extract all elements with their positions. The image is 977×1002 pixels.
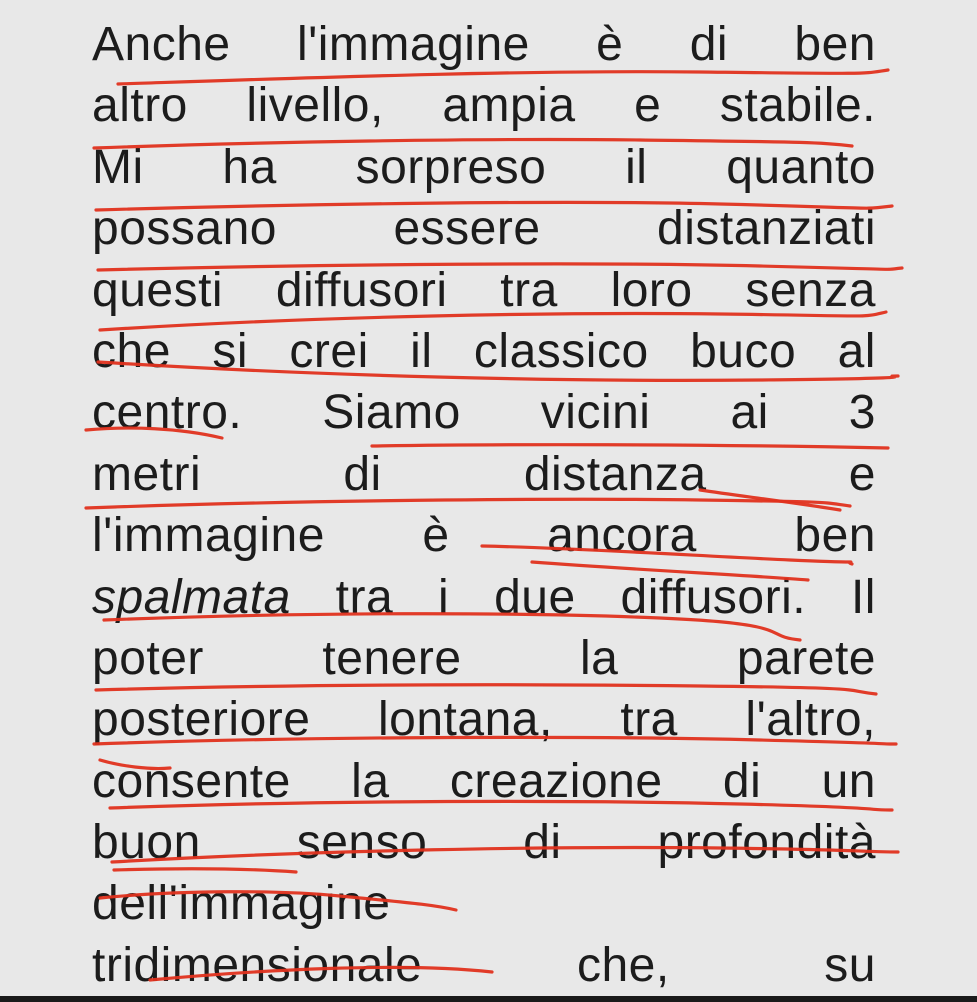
word: sorpreso <box>355 140 547 194</box>
word: stabile. <box>719 79 876 133</box>
text-line <box>92 137 876 198</box>
word: diffusori. <box>620 570 807 624</box>
word: due <box>494 570 576 624</box>
word: altro <box>92 79 188 133</box>
word: che <box>92 324 171 378</box>
word: Anche <box>92 18 231 71</box>
word: possano <box>92 202 277 256</box>
word: dell'immagine <box>92 877 391 931</box>
text-line <box>92 444 876 505</box>
text-line <box>92 198 876 259</box>
screen-bottom-edge <box>0 996 977 1002</box>
word: senso <box>296 816 428 870</box>
word: 3 <box>848 386 876 440</box>
word: livello, <box>246 79 384 133</box>
text-line <box>92 75 876 136</box>
word: crei <box>289 324 369 378</box>
text-line <box>92 689 876 750</box>
text-line <box>92 812 876 873</box>
word: e <box>848 447 876 501</box>
word: su <box>824 938 876 992</box>
article-text <box>92 14 876 996</box>
word: la <box>580 631 619 685</box>
word: tridimensionale <box>92 938 423 992</box>
word: al <box>837 324 876 378</box>
text-line <box>92 382 876 443</box>
word: posteriore <box>92 693 311 747</box>
text-line <box>92 935 876 996</box>
word: Mi <box>92 140 144 194</box>
word: distanziati <box>657 202 876 256</box>
word: parete <box>736 631 876 685</box>
word: ancora <box>547 509 697 563</box>
text-line <box>92 14 876 75</box>
word: spalmata <box>92 570 291 624</box>
text-line <box>92 505 876 566</box>
word: tra <box>620 693 678 747</box>
text-line <box>92 567 876 628</box>
word: tra <box>335 570 394 624</box>
word: tra <box>500 263 558 317</box>
text-line <box>92 628 876 689</box>
word: senza <box>745 263 876 317</box>
word: quanto <box>726 140 876 194</box>
word: di <box>343 447 382 501</box>
word: buco <box>690 324 797 378</box>
word: e <box>634 79 662 133</box>
word: lontana, <box>378 693 553 747</box>
word: un <box>821 754 876 808</box>
word: tenere <box>322 631 462 685</box>
word: si <box>212 324 248 378</box>
word: è <box>596 18 624 71</box>
word: è <box>422 509 450 563</box>
word: diffusori <box>275 263 448 317</box>
word: classico <box>473 324 649 378</box>
text-line <box>92 873 876 934</box>
word: creazione <box>449 754 663 808</box>
text-line <box>92 260 876 321</box>
word: di <box>689 18 729 71</box>
word: metri <box>92 447 202 501</box>
word: ha <box>222 140 277 194</box>
word: Il <box>850 570 876 624</box>
word: loro <box>610 263 693 317</box>
word: l'immagine <box>296 18 530 71</box>
text-line <box>92 321 876 382</box>
word: centro. <box>92 386 243 440</box>
word: ai <box>730 386 769 440</box>
word: di <box>722 754 762 808</box>
word: Siamo <box>322 386 461 440</box>
word: vicini <box>540 386 651 440</box>
word: ben <box>794 18 876 71</box>
word: i <box>438 570 450 624</box>
word: che, <box>576 938 670 992</box>
word: il <box>625 140 648 194</box>
text-line <box>92 751 876 812</box>
word: ben <box>794 509 876 563</box>
word: la <box>351 754 390 808</box>
word: profondità <box>657 816 876 870</box>
word: questi <box>92 263 224 317</box>
word: di <box>523 816 562 870</box>
word: il <box>410 324 433 378</box>
word: poter <box>92 631 204 685</box>
word: l'immagine <box>92 509 325 563</box>
word: ampia <box>442 79 576 133</box>
word: l'altro, <box>745 693 876 747</box>
word: buon <box>92 816 201 870</box>
word: consente <box>92 754 291 808</box>
word: essere <box>393 202 541 256</box>
word: distanza <box>523 447 707 501</box>
